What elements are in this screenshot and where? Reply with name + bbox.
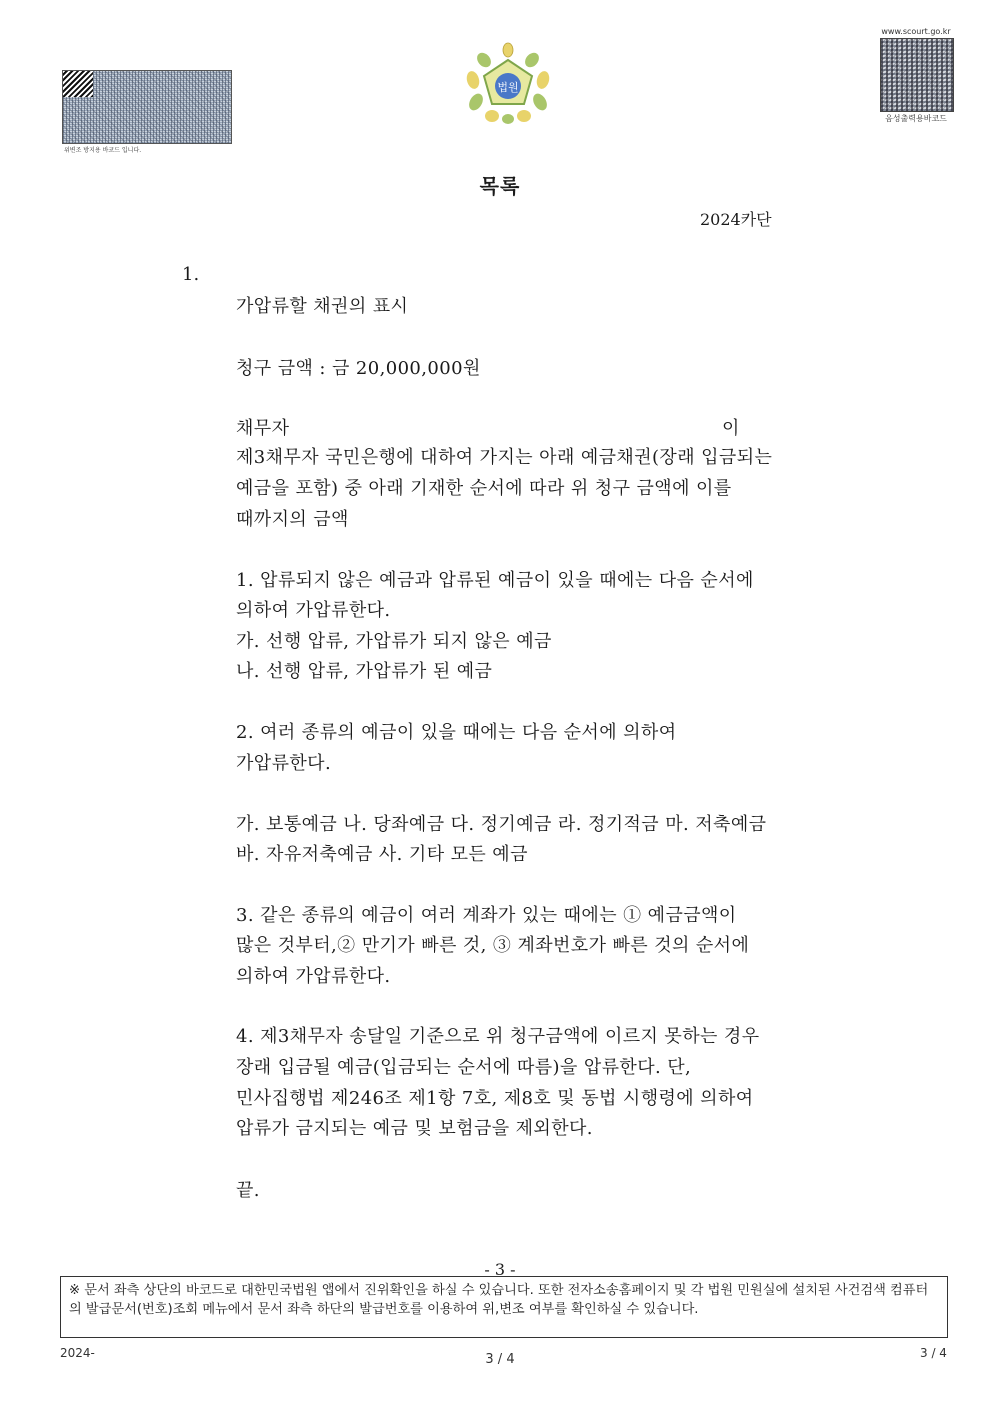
body-line: 예금을 포함) 중 아래 기재한 순서에 따라 위 청구 금액에 이를 [236, 478, 732, 499]
page-indicator: 3 / 4 [485, 1352, 515, 1367]
debtor-label: 채무자 [236, 418, 290, 439]
voice-output-barcode [880, 38, 954, 112]
qr-caption: 음성출력용바코드 [885, 114, 947, 123]
clause-1-b: 나. 선행 압류, 가압류가 된 예금 [236, 661, 493, 682]
barcode-caption: 위변조 방지용 바코드 입니다. [64, 147, 142, 154]
clause-4-cont: 압류가 금지되는 예금 및 보험금을 제외한다. [236, 1118, 593, 1139]
page-mark: - 3 - [484, 1260, 516, 1279]
clause-2: 2. 여러 종류의 예금이 있을 때에는 다음 순서에 의하여 [236, 722, 677, 743]
clause-4-cont: 민사집행법 제246조 제1항 7호, 제8호 및 동법 시행령에 의하여 [236, 1088, 754, 1109]
clause-3-cont: 의하여 가압류한다. [236, 966, 391, 987]
clause-1: 1. 압류되지 않은 예금과 압류된 예금이 있을 때에는 다음 순서에 [236, 570, 754, 591]
clause-4-cont: 장래 입금될 예금(입금되는 순서에 따름)을 압류한다. 단, [236, 1057, 692, 1078]
body-line: 때까지의 금액 [236, 509, 349, 530]
anti-forgery-barcode [62, 70, 232, 144]
clause-4: 4. 제3채무자 송달일 기준으로 위 청구금액에 이르지 못하는 경우 [236, 1026, 760, 1047]
court-seal-logo [462, 42, 554, 124]
section-heading: 가압류할 채권의 표시 [236, 296, 409, 317]
closing-mark: 끝. [236, 1180, 260, 1201]
document-title: 목록 [479, 174, 521, 198]
clause-2-cont: 가압류한다. [236, 753, 332, 774]
page-indicator-right: 3 / 4 [920, 1346, 947, 1360]
deposit-types: 가. 보통예금 나. 당좌예금 다. 정기예금 라. 정기적금 마. 저축예금 [236, 814, 767, 835]
clause-3-cont: 많은 것부터,② 만기가 빠른 것, ③ 계좌번호가 빠른 것의 순서에 [236, 935, 750, 956]
case-number: 2024카단 [700, 210, 772, 229]
debtor-suffix: 이 [722, 418, 740, 439]
barcode-corner-mark [63, 71, 93, 97]
item-number: 1. [182, 264, 200, 285]
clause-1-a: 가. 선행 압류, 가압류가 되지 않은 예금 [236, 631, 552, 652]
claim-amount: 청구 금액 : 금 20,000,000원 [236, 358, 481, 379]
issue-number: 2024- [60, 1346, 95, 1360]
clause-1-cont: 의하여 가압류한다. [236, 600, 391, 621]
verification-notice: ※ 문서 좌측 상단의 바코드로 대한민국법원 앱에서 진위확인을 하실 수 있습니다. 또한 전자소송홈페이지 및 각 법원 민원실에 설치된 사건검색 컴퓨터의 발급문서(번호)조회 메뉴에서 문서 좌측 하단의 발급번호를 이용하여 위,변조 여부를 확인하실 수 있습니다. [60, 1276, 948, 1338]
body-line: 제3채무자 국민은행에 대하여 가지는 아래 예금채권(장래 입금되는 [236, 447, 773, 468]
deposit-types-cont: 바. 자유저축예금 사. 기타 모든 예금 [236, 844, 528, 865]
qr-url: www.scourt.go.kr [881, 27, 951, 36]
seal-text: 법원 [497, 81, 519, 94]
clause-3: 3. 같은 종류의 예금이 여러 계좌가 있는 때에는 ① 예금금액이 [236, 905, 737, 926]
